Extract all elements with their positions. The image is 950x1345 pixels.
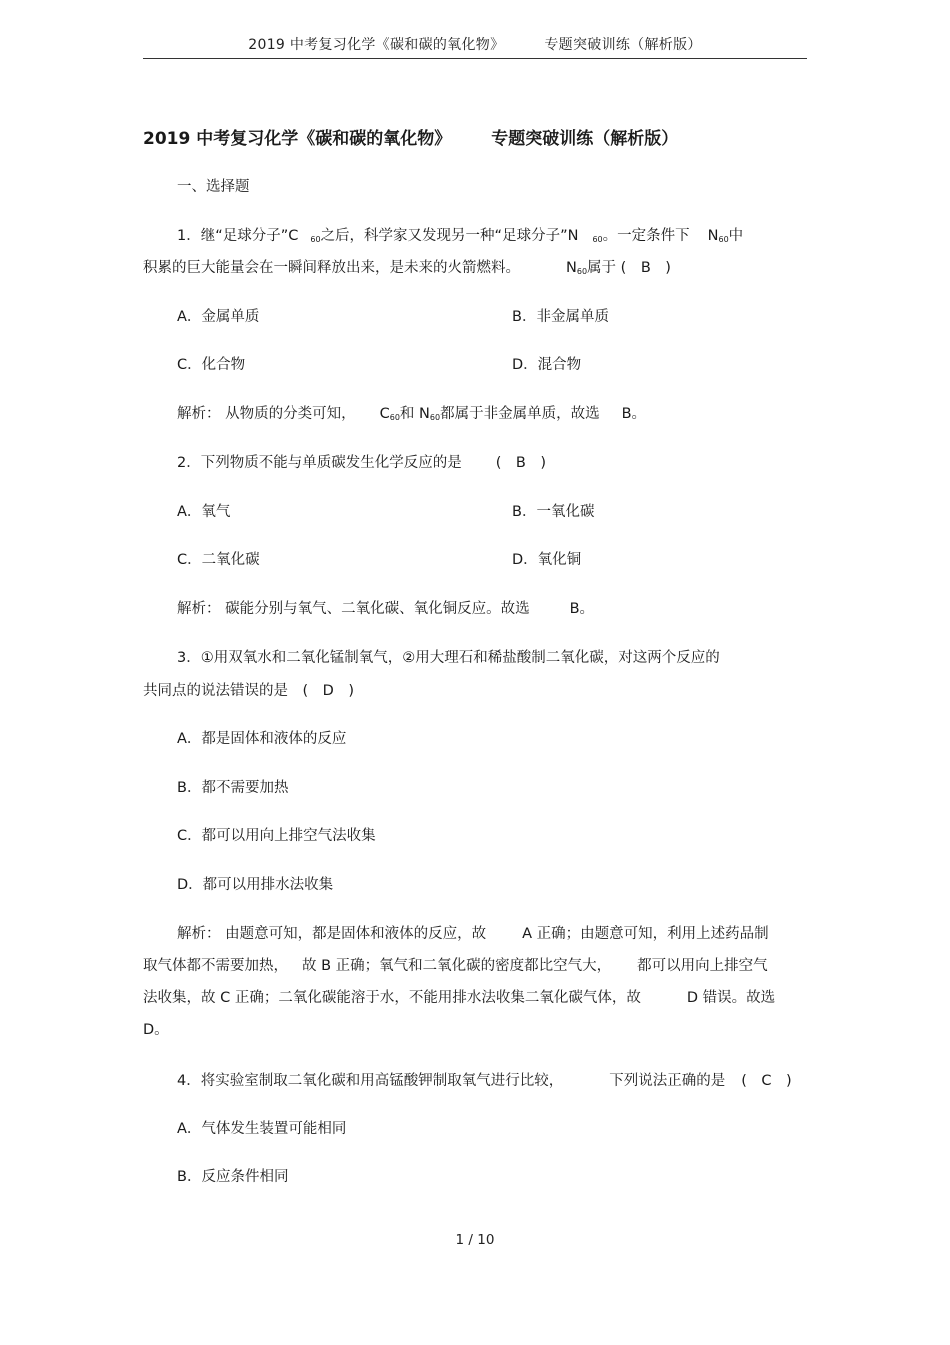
- q1-analysis-text: 和 N: [399, 406, 430, 422]
- q3-analysis-line3: [143, 989, 775, 1007]
- header-right: 专题突破训练（解析版）: [544, 37, 702, 53]
- q3-stem-line2: 共同点的说法错误的是 ( D ): [143, 683, 354, 699]
- header-rule: [143, 58, 807, 59]
- q1-analysis-text: C: [379, 406, 390, 422]
- title-left: 2019 中考复习化学《碳和碳的氧化物》: [143, 129, 452, 149]
- q4-answer: ( C ): [741, 1073, 792, 1089]
- section-heading: 一、选择题: [177, 179, 250, 195]
- q3-analysis-text: 故 B 正确；氧气和二氧化碳的密度都比空气大，: [302, 958, 612, 974]
- q3-analysis-text: 取气体都不需要加热，: [143, 958, 288, 974]
- document-title: [143, 130, 678, 148]
- q1-text: 之后，科学家又发现另一种“足球分子”N: [320, 228, 579, 244]
- q1-text: 积累的巨大能量会在一瞬间释放出来，是未来的火箭燃料。: [143, 260, 520, 276]
- q1-analysis-text: 解析： 从物质的分类可知，: [177, 406, 356, 422]
- q1-stem-line1: [177, 227, 743, 249]
- q2-option-c: C．二氧化碳: [177, 552, 260, 568]
- q2-stem: [177, 454, 546, 472]
- q2-option-d: D．氧化铜: [512, 552, 582, 568]
- q1-analysis-text: B。: [621, 406, 647, 422]
- q1-answer: 属于 ( B ): [587, 260, 671, 276]
- q3-analysis-text: 解析： 由题意可知，都是固体和液体的反应，故: [177, 926, 487, 942]
- q1-sub: 60: [718, 235, 729, 244]
- q4-text: 下列说法正确的是: [609, 1073, 726, 1089]
- q1-analysis: [177, 405, 646, 427]
- q1-analysis-text: 都属于非金属单质，故选: [440, 406, 600, 422]
- q4-option-a: A．气体发生装置可能相同: [177, 1121, 347, 1137]
- q3-analysis-text: 法收集，故 C 正确；二氧化碳能溶于水，不能用排水法收集二氧化碳气体，故: [143, 990, 641, 1006]
- q1-stem-line2: [143, 259, 671, 281]
- q4-option-b: B．反应条件相同: [177, 1169, 289, 1185]
- q2-option-b: B．一氧化碳: [512, 504, 595, 520]
- q1-sub: 60: [576, 267, 588, 276]
- q2-analysis: [177, 600, 594, 618]
- q3-option-b: B．都不需要加热: [177, 780, 289, 796]
- q3-analysis-line4: D。: [143, 1022, 169, 1038]
- q1-text: 1．继“足球分子”C: [177, 228, 299, 244]
- q1-text: 。一定条件下: [602, 228, 690, 244]
- q1-text: N: [707, 228, 719, 244]
- q2-option-a: A．氧气: [177, 504, 231, 520]
- q1-sub: 60: [429, 413, 441, 422]
- q3-option-a: A．都是固体和液体的反应: [177, 731, 347, 747]
- page-number: 1 / 10: [455, 1232, 495, 1248]
- q3-option-c: C．都可以用向上排空气法收集: [177, 828, 376, 844]
- q1-option-a: A．金属单质: [177, 309, 260, 325]
- q1-text: 中: [728, 228, 744, 244]
- q1-sub: 60: [310, 235, 321, 244]
- q1-text: N: [566, 260, 577, 276]
- q2-text: 2．下列物质不能与单质碳发生化学反应的是: [177, 455, 462, 471]
- q3-analysis-line1: [177, 925, 769, 943]
- q1-option-d: D．混合物: [512, 357, 582, 373]
- q1-option-c: C．化合物: [177, 357, 246, 373]
- q3-option-d: D．都可以用排水法收集: [177, 877, 334, 893]
- q4-text: 4．将实验室制取二氧化碳和用高锰酸钾制取氧气进行比较，: [177, 1073, 564, 1089]
- q1-sub: 60: [389, 413, 400, 422]
- q3-stem-line1: 3．①用双氧水和二氧化锰制氧气，②用大理石和稀盐酸制二氧化碳，对这两个反应的: [177, 650, 720, 666]
- q2-analysis-text: B。: [569, 601, 595, 617]
- q2-analysis-text: 解析： 碳能分别与氧气、二氧化碳、氧化铜反应。故选: [177, 601, 530, 617]
- q3-analysis-line2: [143, 957, 768, 975]
- title-right: 专题突破训练（解析版）: [491, 129, 679, 149]
- header-left: 2019 中考复习化学《碳和碳的氧化物》: [248, 37, 505, 53]
- q3-analysis-text: A 正确；由题意可知，利用上述药品制: [522, 926, 769, 942]
- running-header: [143, 34, 807, 54]
- q3-analysis-text: D 错误。故选: [686, 990, 776, 1006]
- q1-sub: 60: [592, 235, 603, 244]
- q3-analysis-text: 都可以用向上排空气: [637, 958, 768, 974]
- q2-answer: ( B ): [495, 455, 546, 471]
- q4-stem: [177, 1072, 792, 1090]
- q1-option-b: B．非金属单质: [512, 309, 609, 325]
